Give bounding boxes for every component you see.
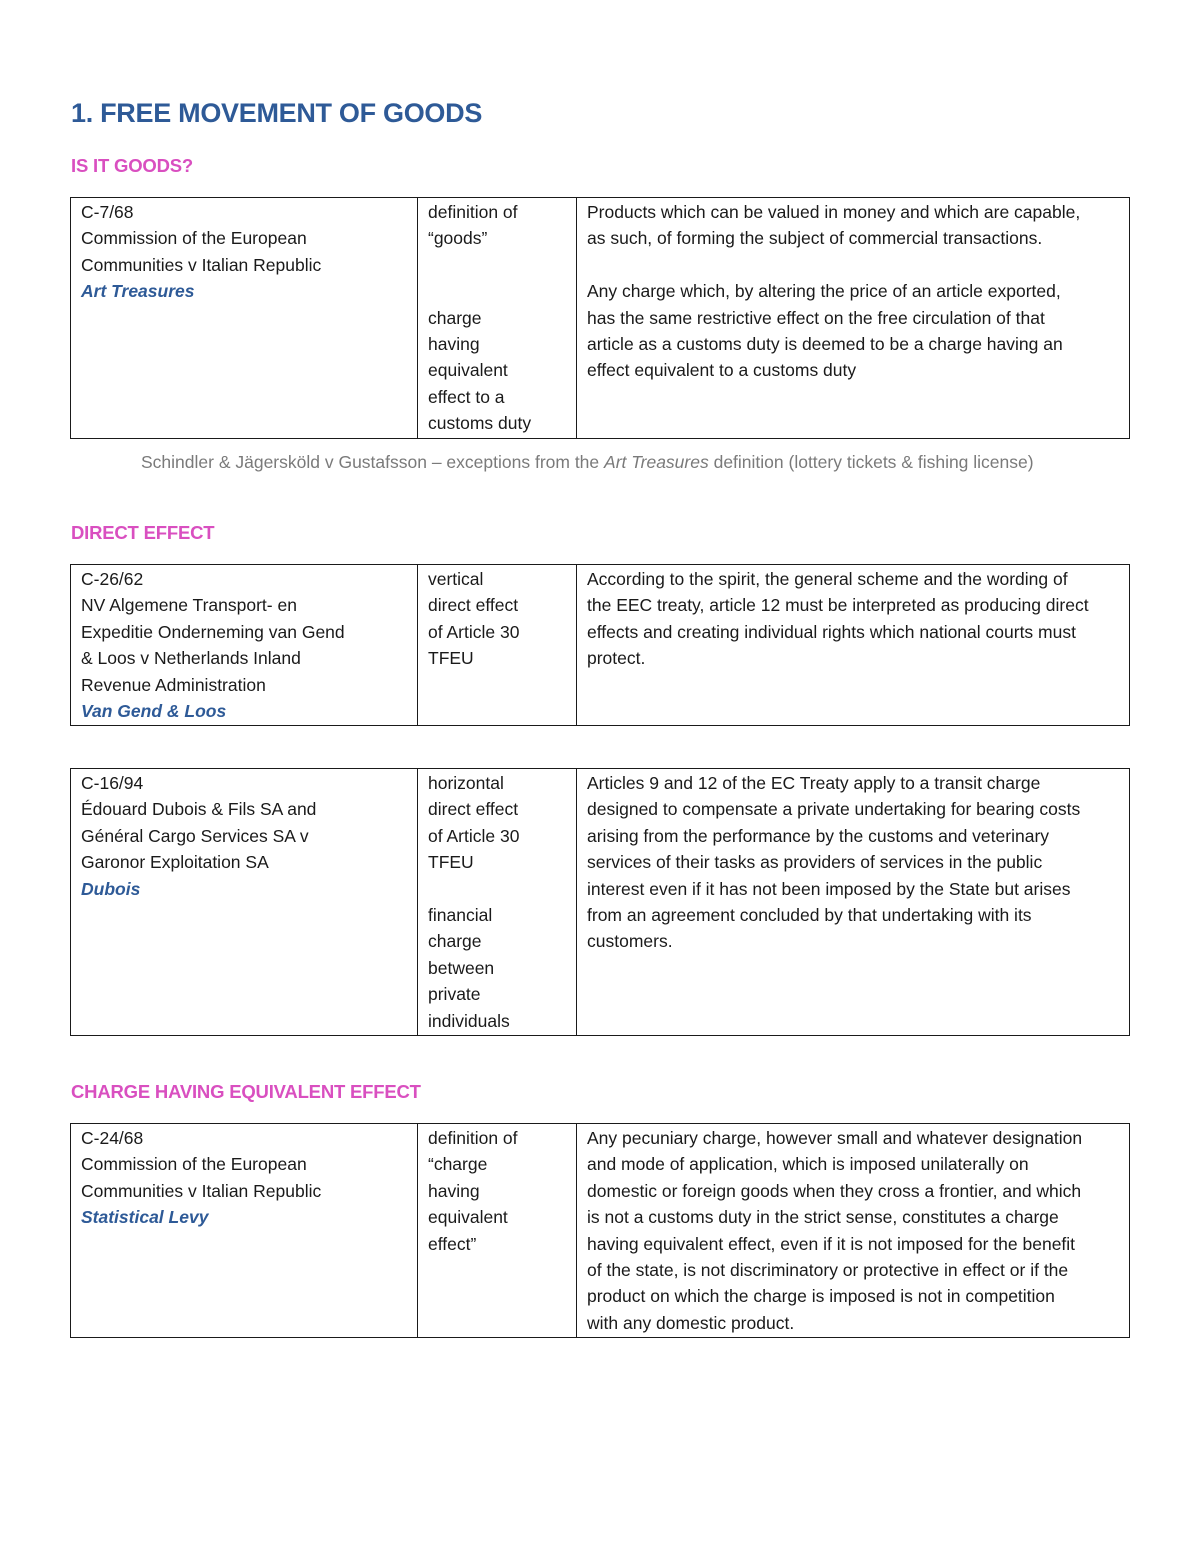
holding-line: from an agreement concluded by that undertaking with its <box>587 905 1032 926</box>
note-text: Schindler & Jägersköld v Gustafsson – exceptions from the <box>141 452 605 472</box>
holding-line: having equivalent effect, even if it is not imposed for the benefit <box>587 1233 1076 1254</box>
holding-line: Any charge which, by altering the price of an article exported, <box>587 281 1061 302</box>
case-topic-cell <box>418 769 577 1036</box>
case-citation-cell <box>71 1124 418 1338</box>
topic-line: effect” <box>428 1233 477 1254</box>
case-topic-cell <box>418 565 577 726</box>
case-short-name: Dubois <box>81 878 141 899</box>
table-row <box>71 769 1130 1036</box>
holding-line: arising from the performance by the customs and veterinary <box>587 825 1050 846</box>
case-number: C-7/68 <box>81 202 134 222</box>
case-holding-cell <box>577 1124 1130 1338</box>
holding-line: as such, of forming the subject of commercial transactions. <box>587 228 1043 249</box>
topic-line: private <box>428 984 481 1005</box>
case-name-line: NV Algemene Transport- en <box>81 595 297 616</box>
case-table-art-treasures <box>70 197 1130 439</box>
case-name-line: Revenue Administration <box>81 674 266 695</box>
note-text: definition (lottery tickets & fishing license) <box>708 452 1034 472</box>
note-italic-text: Art Treasures <box>604 452 709 472</box>
holding-line: According to the spirit, the general scheme and the wording of <box>587 569 1068 589</box>
holding-line: services of their tasks as providers of services in the public <box>587 852 1043 873</box>
case-holding-cell <box>577 198 1130 439</box>
topic-line: of Article 30 <box>428 825 520 846</box>
holding-line: designed to compensate a private undertaking for bearing costs <box>587 799 1081 820</box>
topic-line: direct effect <box>428 799 519 820</box>
table-row <box>71 565 1130 726</box>
holding-line: and mode of application, which is imposed unilaterally on <box>587 1154 1029 1175</box>
case-citation-cell <box>71 198 418 439</box>
case-name-line: Commission of the European <box>81 1154 307 1175</box>
topic-line: “charge <box>428 1154 488 1175</box>
topic-line: vertical <box>428 569 484 589</box>
table-row <box>71 1124 1130 1338</box>
case-name-line: Communities v Italian Republic <box>81 254 322 275</box>
topic-line: horizontal <box>428 773 504 793</box>
section-heading-direct-effect: DIRECT EFFECT <box>71 522 215 543</box>
holding-line: Products which can be valued in money and which are capable, <box>587 202 1081 222</box>
topic-line: TFEU <box>428 852 474 873</box>
topic-line: financial <box>428 905 493 926</box>
holding-line: interest even if it has not been imposed by the State but arises <box>587 878 1071 899</box>
page-title: 1. FREE MOVEMENT OF GOODS <box>71 98 483 128</box>
holding-line: of the state, is not discriminatory or protective in effect or if the <box>587 1260 1069 1281</box>
case-name-line: Expeditie Onderneming van Gend <box>81 621 345 642</box>
topic-line: between <box>428 957 495 978</box>
holding-line: Articles 9 and 12 of the EC Treaty apply to a transit charge <box>587 773 1041 793</box>
case-name-line: & Loos v Netherlands Inland <box>81 648 301 669</box>
topic-line: charge <box>428 307 482 328</box>
topic-line: having <box>428 334 480 354</box>
case-citation-cell <box>71 769 418 1036</box>
holding-line: customers. <box>587 931 673 952</box>
case-name-line: Garonor Exploitation SA <box>81 852 269 873</box>
holding-line: with any domestic product. <box>587 1312 795 1333</box>
note-paragraph <box>141 448 1101 476</box>
case-number: C-16/94 <box>81 773 144 793</box>
case-short-name: Art Treasures <box>81 281 195 302</box>
case-name-line: Général Cargo Services SA v <box>81 825 309 846</box>
holding-line: product on which the charge is imposed is not in competition <box>587 1286 1055 1307</box>
holding-line: effect equivalent to a customs duty <box>587 360 857 381</box>
holding-line: effects and creating individual rights which national courts must <box>587 621 1076 642</box>
case-holding-cell <box>577 565 1130 726</box>
case-topic-cell <box>418 198 577 439</box>
holding-line: protect. <box>587 648 646 669</box>
case-table-dubois <box>70 768 1130 1036</box>
topic-line: equivalent <box>428 360 508 381</box>
topic-line: customs duty <box>428 413 532 434</box>
topic-line: equivalent <box>428 1207 508 1228</box>
case-name-line: Communities v Italian Republic <box>81 1180 322 1201</box>
section-heading-charge-equivalent-effect: CHARGE HAVING EQUIVALENT EFFECT <box>71 1081 421 1102</box>
case-holding-cell <box>577 769 1130 1036</box>
topic-line: TFEU <box>428 648 474 669</box>
case-name-line: Commission of the European <box>81 228 307 249</box>
topic-line: “goods” <box>428 228 488 249</box>
case-table-van-gend-en-loos <box>70 564 1130 726</box>
case-topic-cell <box>418 1124 577 1338</box>
holding-line: domestic or foreign goods when they cross a frontier, and which <box>587 1180 1082 1201</box>
topic-line: charge <box>428 931 482 952</box>
case-name-line: Édouard Dubois & Fils SA and <box>81 799 317 820</box>
holding-line: has the same restrictive effect on the free circulation of that <box>587 307 1045 328</box>
case-short-name: Van Gend & Loos <box>81 701 227 722</box>
holding-line: article as a customs duty is deemed to be a charge having an <box>587 334 1063 355</box>
case-short-name: Statistical Levy <box>81 1207 209 1228</box>
holding-line: Any pecuniary charge, however small and whatever designation <box>587 1128 1083 1148</box>
holding-line: the EEC treaty, article 12 must be interpreted as producing direct <box>587 595 1089 616</box>
topic-line: individuals <box>428 1010 510 1031</box>
case-number: C-24/68 <box>81 1128 144 1148</box>
topic-line: definition of <box>428 202 518 222</box>
topic-line: definition of <box>428 1128 518 1148</box>
table-row <box>71 198 1130 439</box>
case-number: C-26/62 <box>81 569 144 589</box>
topic-line: having <box>428 1180 480 1201</box>
holding-line: is not a customs duty in the strict sense, constitutes a charge <box>587 1207 1059 1228</box>
topic-line: direct effect <box>428 595 519 616</box>
topic-line: of Article 30 <box>428 621 520 642</box>
topic-line: effect to a <box>428 386 505 407</box>
section-heading-goods: IS IT GOODS? <box>71 155 193 176</box>
case-table-statistical-levy <box>70 1123 1130 1338</box>
case-citation-cell <box>71 565 418 726</box>
